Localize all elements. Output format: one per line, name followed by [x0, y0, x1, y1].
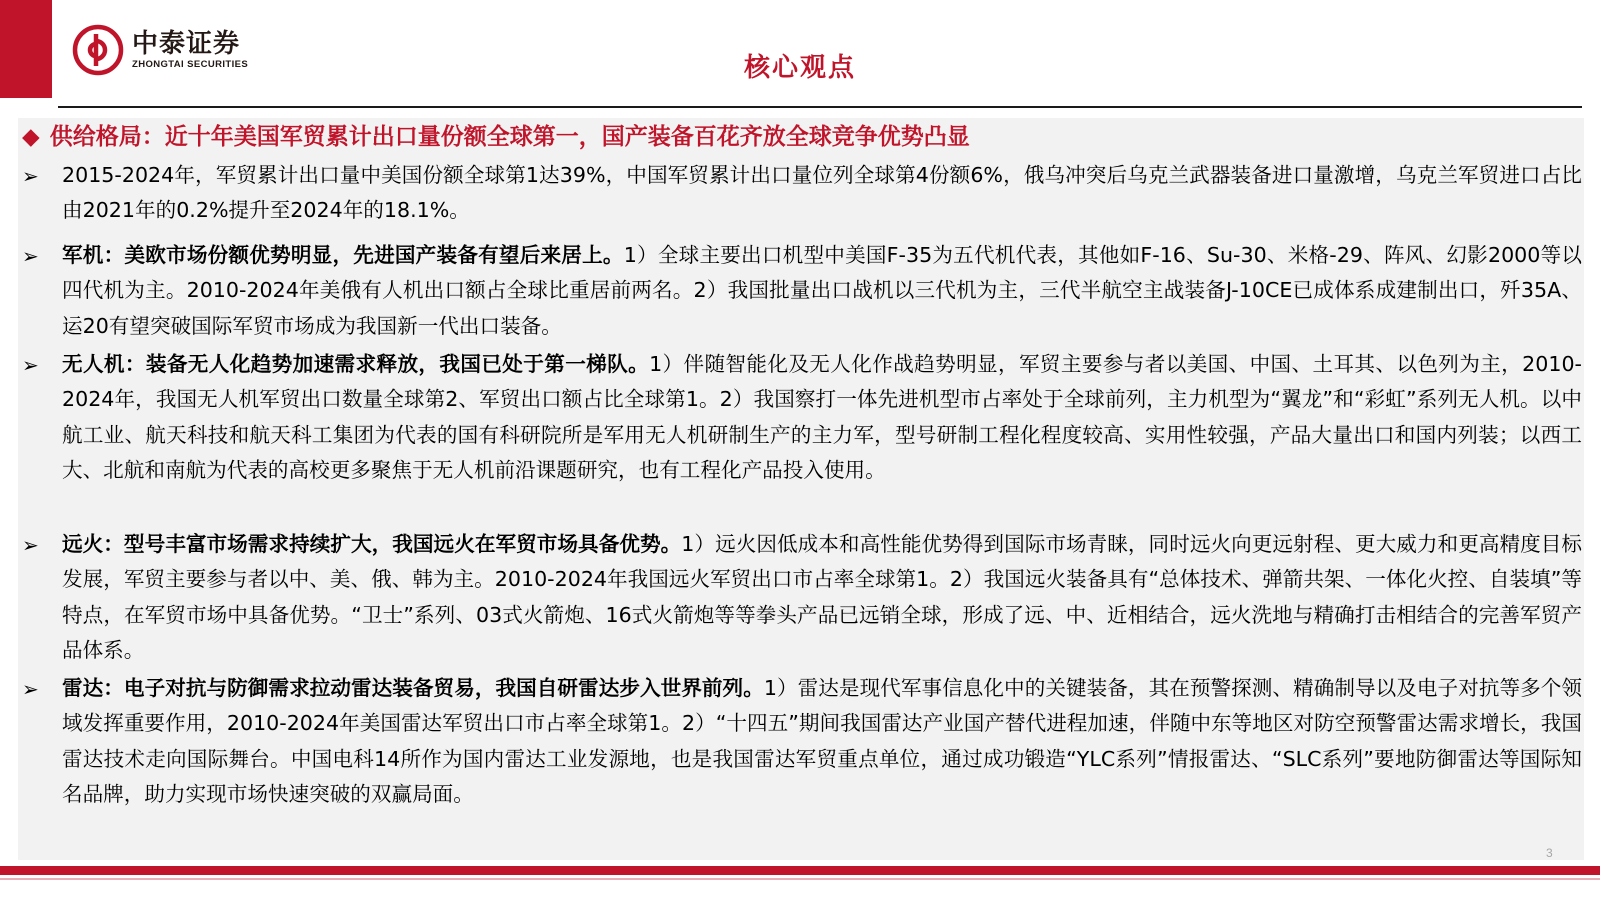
bullet-text	[62, 671, 1582, 813]
bullet-heading: 无人机：装备无人化趋势加速需求释放，我国已处于第一梯队。	[62, 352, 650, 376]
bullet-item	[22, 671, 1582, 813]
arrow-bullet-icon: ➢	[22, 677, 39, 701]
bullet-text	[62, 527, 1582, 669]
bullet-item	[22, 238, 1582, 344]
bullet-body: 1）远火因低成本和高性能优势得到国际市场青睐，同时远火向更远射程、更大威力和更高精度目标发展，军贸主要参与者以中、美、俄、韩为主。2010-2024年我国远火军贸出口市占率全球第1。2）我国远火装备具有“总体技术、弹箭共架、一体化火控、自装填”等特点，在军贸市场中具备优势。“卫士”系列、03式火箭炮、16式火箭炮等等拳头产品已远销全球，形成了远、中、近相结合，远火洗地与精确打击相结合的完善军贸产品体系。	[62, 532, 1582, 663]
headline-text: 供给格局：近十年美国军贸累计出口量份额全球第一，国产装备百花齐放全球竞争优势凸显	[49, 124, 970, 150]
bullet-body: 1）伴随智能化及无人化作战趋势明显，军贸主要参与者以美国、中国、土耳其、以色列为主，2010-2024年，我国无人机军贸出口数量全球第2、军贸出口额占比全球第1。2）我国察打一体先进机型市占率处于全球前列，主力机型为“翼龙”和“彩虹”系列无人机。以中航工业、航天科技和航天科工集团为代表的国有科研院所是军用无人机研制生产的主力军，型号研制工程化程度较高、实用性较强，产品大量出口和国内列装；以西工大、北航和南航为代表的高校更多聚焦于无人机前沿课题研究，也有工程化产品投入使用。	[62, 352, 1582, 483]
bullet-item	[22, 347, 1582, 489]
logo-name-en: ZHONGTAI SECURITIES	[132, 59, 249, 70]
page-title: 核心观点	[743, 53, 856, 83]
footer-thin-line	[0, 878, 1600, 880]
logo-name-cn: 中泰证券	[132, 29, 241, 59]
title-divider	[58, 106, 1582, 108]
bullet-heading: 远火：型号丰富市场需求持续扩大，我国远火在军贸市场具备优势。	[62, 532, 682, 556]
bullet-heading: 雷达：电子对抗与防御需求拉动雷达装备贸易，我国自研雷达步入世界前列。	[62, 676, 764, 700]
bullet-heading: 军机：美欧市场份额优势明显，先进国产装备有望后来居上。	[62, 243, 624, 267]
bullet-body: 1）雷达是现代军事信息化中的关键装备，其在预警探测、精确制导以及电子对抗等多个领域发挥重要作用，2010-2024年美国雷达军贸出口市占率全球第1。2）“十四五”期间我国雷达产业国产替代进程加速，伴随中东等地区对防空预警雷达需求增长，我国雷达技术走向国际舞台。中国电科14所作为国内雷达工业发源地，也是我国雷达军贸重点单位，通过成功锻造“YLC系列”情报雷达、“SLC系列”要地防御雷达等国际知名品牌，助力实现市场快速突破的双赢局面。	[62, 676, 1582, 807]
arrow-bullet-icon: ➢	[22, 353, 39, 377]
footer-red-bar	[0, 866, 1600, 875]
bullet-body: 2015-2024年，军贸累计出口量中美国份额全球第1达39%，中国军贸累计出口量位列全球第4份额6%，俄乌冲突后乌克兰武器装备进口量激增，乌克兰军贸进口占比由2021年的0.2%提升至2024年的18.1%。	[62, 163, 1582, 223]
arrow-bullet-icon: ➢	[22, 164, 39, 188]
bullet-item	[22, 158, 1582, 229]
diamond-icon: ◆	[22, 124, 40, 150]
bullet-body: 1）全球主要出口机型中美国F-35为五代机代表，其他如F-16、Su-30、米格-29、阵风、幻影2000等以四代机为主。2010-2024年美俄有人机出口额占全球比重居前两名。2）我国批量出口战机以三代机为主，三代半航空主战装备J-10CE已成体系成建制出口，歼35A、运20有望突破国际军贸市场成为我国新一代出口装备。	[62, 243, 1582, 338]
bullet-item	[22, 527, 1582, 669]
bullet-text	[62, 238, 1582, 344]
arrow-bullet-icon: ➢	[22, 244, 39, 268]
bullet-text	[62, 347, 1582, 489]
page-number: 3	[1546, 846, 1553, 860]
section-headline	[22, 121, 970, 153]
bullet-text	[62, 158, 1582, 229]
arrow-bullet-icon: ➢	[22, 533, 39, 557]
